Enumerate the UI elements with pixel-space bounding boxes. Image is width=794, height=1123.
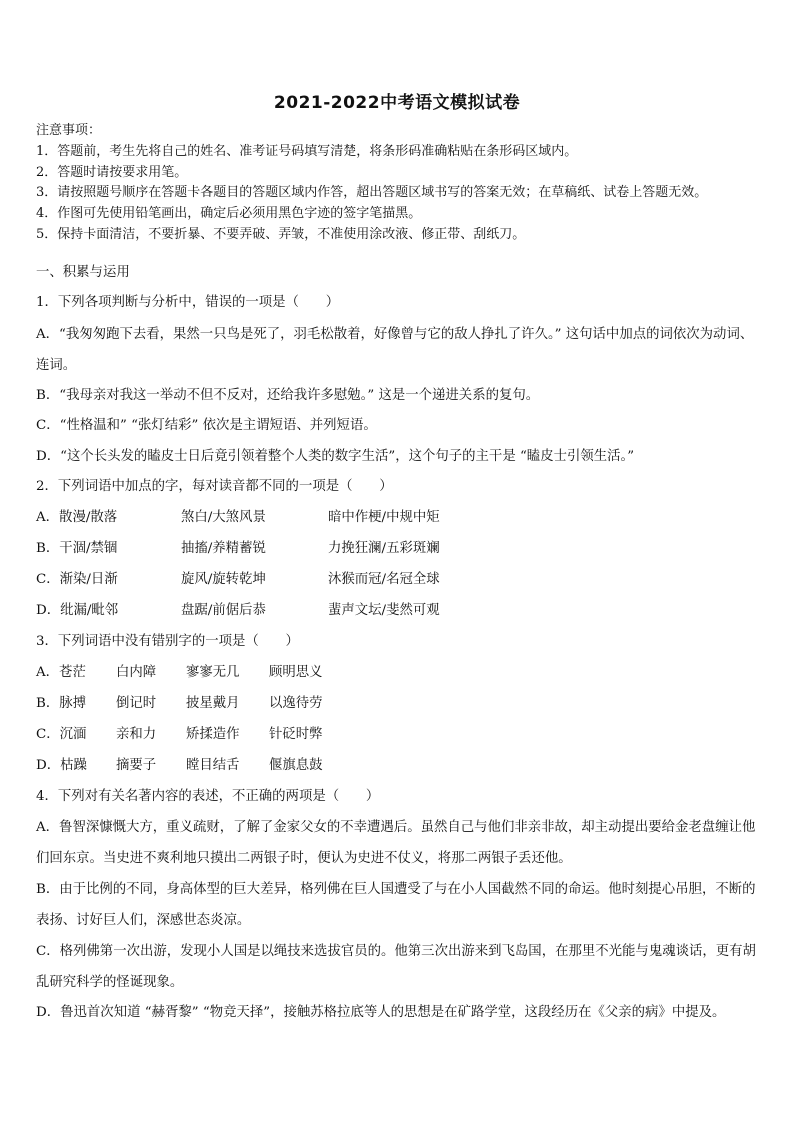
question-4-stem: 4．下列对有关名著内容的表述，不正确的两项是（ ） (36, 788, 380, 804)
question-1-option-d: D．“这个长头发的瞌皮士日后竟引领着整个人类的数字生活”，这个句子的主干是 “瞌皮士引领生活。” (36, 448, 635, 464)
option-cell: B．干涸/禁锢 (36, 540, 118, 556)
option-cell: 倒记时 (116, 695, 157, 711)
question-1-option-b: B．“我母亲对我这一举动不但不反对，还给我许多慰勉。” 这是一个递进关系的复句。 (36, 387, 540, 403)
option-cell: 沐猴而冠/名冠全球 (328, 571, 440, 587)
question-1-option-c: C．“性格温和” “张灯结彩” 依次是主谓短语、并列短语。 (36, 418, 377, 434)
option-cell: C．沉湎 (36, 726, 87, 742)
question-3-option-row (36, 726, 766, 744)
question-2-option-row (36, 571, 766, 589)
question-1-option-a: A．“我匆匆跑下去看，果然一只鸟是死了，羽毛松散着，好像曾与它的敌人挣扎了许久。” 这句话中加点的词依次为动词、连词。 (36, 326, 754, 373)
page-title: 2021-2022中考语文模拟试卷 (273, 93, 521, 113)
question-1-stem: 1．下列各项判断与分析中，错误的一项是（ ） (36, 295, 340, 310)
option-cell: 暗中作梗/中规中矩 (328, 509, 440, 525)
section-heading: 一、积累与运用 (36, 265, 130, 280)
question-3-stem: 3．下列词语中没有错别字的一项是（ ） (36, 633, 299, 649)
notice-heading: 注意事项： (36, 123, 102, 138)
question-2-option-row (36, 602, 766, 620)
option-cell: 蜚声文坛/斐然可观 (328, 602, 440, 618)
option-cell: 针砭时弊 (269, 726, 323, 742)
option-cell: D．枯躁 (36, 757, 87, 773)
question-3-option-row (36, 757, 766, 775)
question-4-option-d: D．鲁迅首次知道 “赫胥黎” “物竞天择”，接触苏格拉底等人的思想是在矿路学堂，这段经历在《父亲的病》中提及。 (36, 1005, 726, 1021)
option-cell: 白内障 (116, 664, 157, 680)
question-2-option-row (36, 540, 766, 558)
option-cell: 寥寥无几 (186, 664, 240, 680)
question-4-option-a: A．鲁智深慷慨大方，重义疏财，了解了金家父女的不幸遭遇后。虽然自己与他们非亲非故，却主动提出要给金老盘缠让他们回东京。当史进不爽利地只摸出二两银子时，便认为史进不仗义，将那二两银子丢还他。 (36, 820, 756, 867)
option-cell: 煞白/大煞风景 (181, 509, 266, 525)
notice-item: 5．保持卡面清洁，不要折暴、不要弄破、弄皱，不准使用涂改液、修正带、刮纸刀。 (36, 226, 526, 242)
option-cell: D．纰漏/毗邻 (36, 602, 119, 618)
section-accumulation (36, 264, 766, 1035)
option-cell: A．苍茫 (36, 664, 86, 680)
option-cell: 矫揉造作 (186, 726, 240, 742)
notice-block (36, 121, 766, 246)
option-cell: 力挽狂澜/五彩斑斓 (328, 540, 440, 556)
option-cell: 旋风/旋转乾坤 (181, 571, 266, 587)
option-cell: 披星戴月 (186, 695, 240, 711)
option-cell: 瞠目结舌 (186, 757, 240, 773)
notice-item: 1．答题前，考生先将自己的姓名、准考证号码填写清楚，将条形码准确粘贴在条形码区域内。 (36, 143, 578, 159)
question-4-option-c: C．格列佛第一次出游，发现小人国是以绳技来选拔官员的。他第三次出游来到飞岛国，在那里不光能与鬼魂谈话，更有胡乱研究科学的怪诞现象。 (36, 944, 756, 991)
question-2-option-row (36, 509, 766, 527)
option-cell: C．渐染/日渐 (36, 571, 118, 587)
option-cell: A．散漫/散落 (36, 509, 118, 525)
question-2-stem: 2．下列词语中加点的字，每对读音都不同的一项是（ ） (36, 479, 393, 495)
question-3-option-row (36, 664, 766, 682)
option-cell: 亲和力 (116, 726, 157, 742)
option-cell: B．脉搏 (36, 695, 87, 711)
option-cell: 偃旗息鼓 (269, 757, 323, 773)
notice-item: 3．请按照题号顺序在答题卡各题目的答题区域内作答，超出答题区域书写的答案无效；在草稿纸、试卷上答题无效。 (36, 185, 708, 201)
option-cell: 盘踞/前倨后恭 (181, 602, 266, 618)
option-cell: 抽搐/养精蓄锐 (181, 540, 266, 556)
option-cell: 顾明思义 (269, 664, 323, 680)
question-4-option-b: B．由于比例的不同，身高体型的巨大差异，格列佛在巨人国遭受了与在小人国截然不同的命运。他时刻提心吊胆，不断的表扬、讨好巨人们，深感世态炎凉。 (36, 882, 756, 929)
option-cell: 摘要子 (116, 757, 157, 773)
notice-item: 2．答题时请按要求用笔。 (36, 164, 188, 180)
option-cell: 以逸待劳 (269, 695, 323, 711)
notice-item: 4．作图可先使用铅笔画出，确定后必须用黑色字迹的签字笔描黑。 (36, 206, 422, 222)
question-3-option-row (36, 695, 766, 713)
